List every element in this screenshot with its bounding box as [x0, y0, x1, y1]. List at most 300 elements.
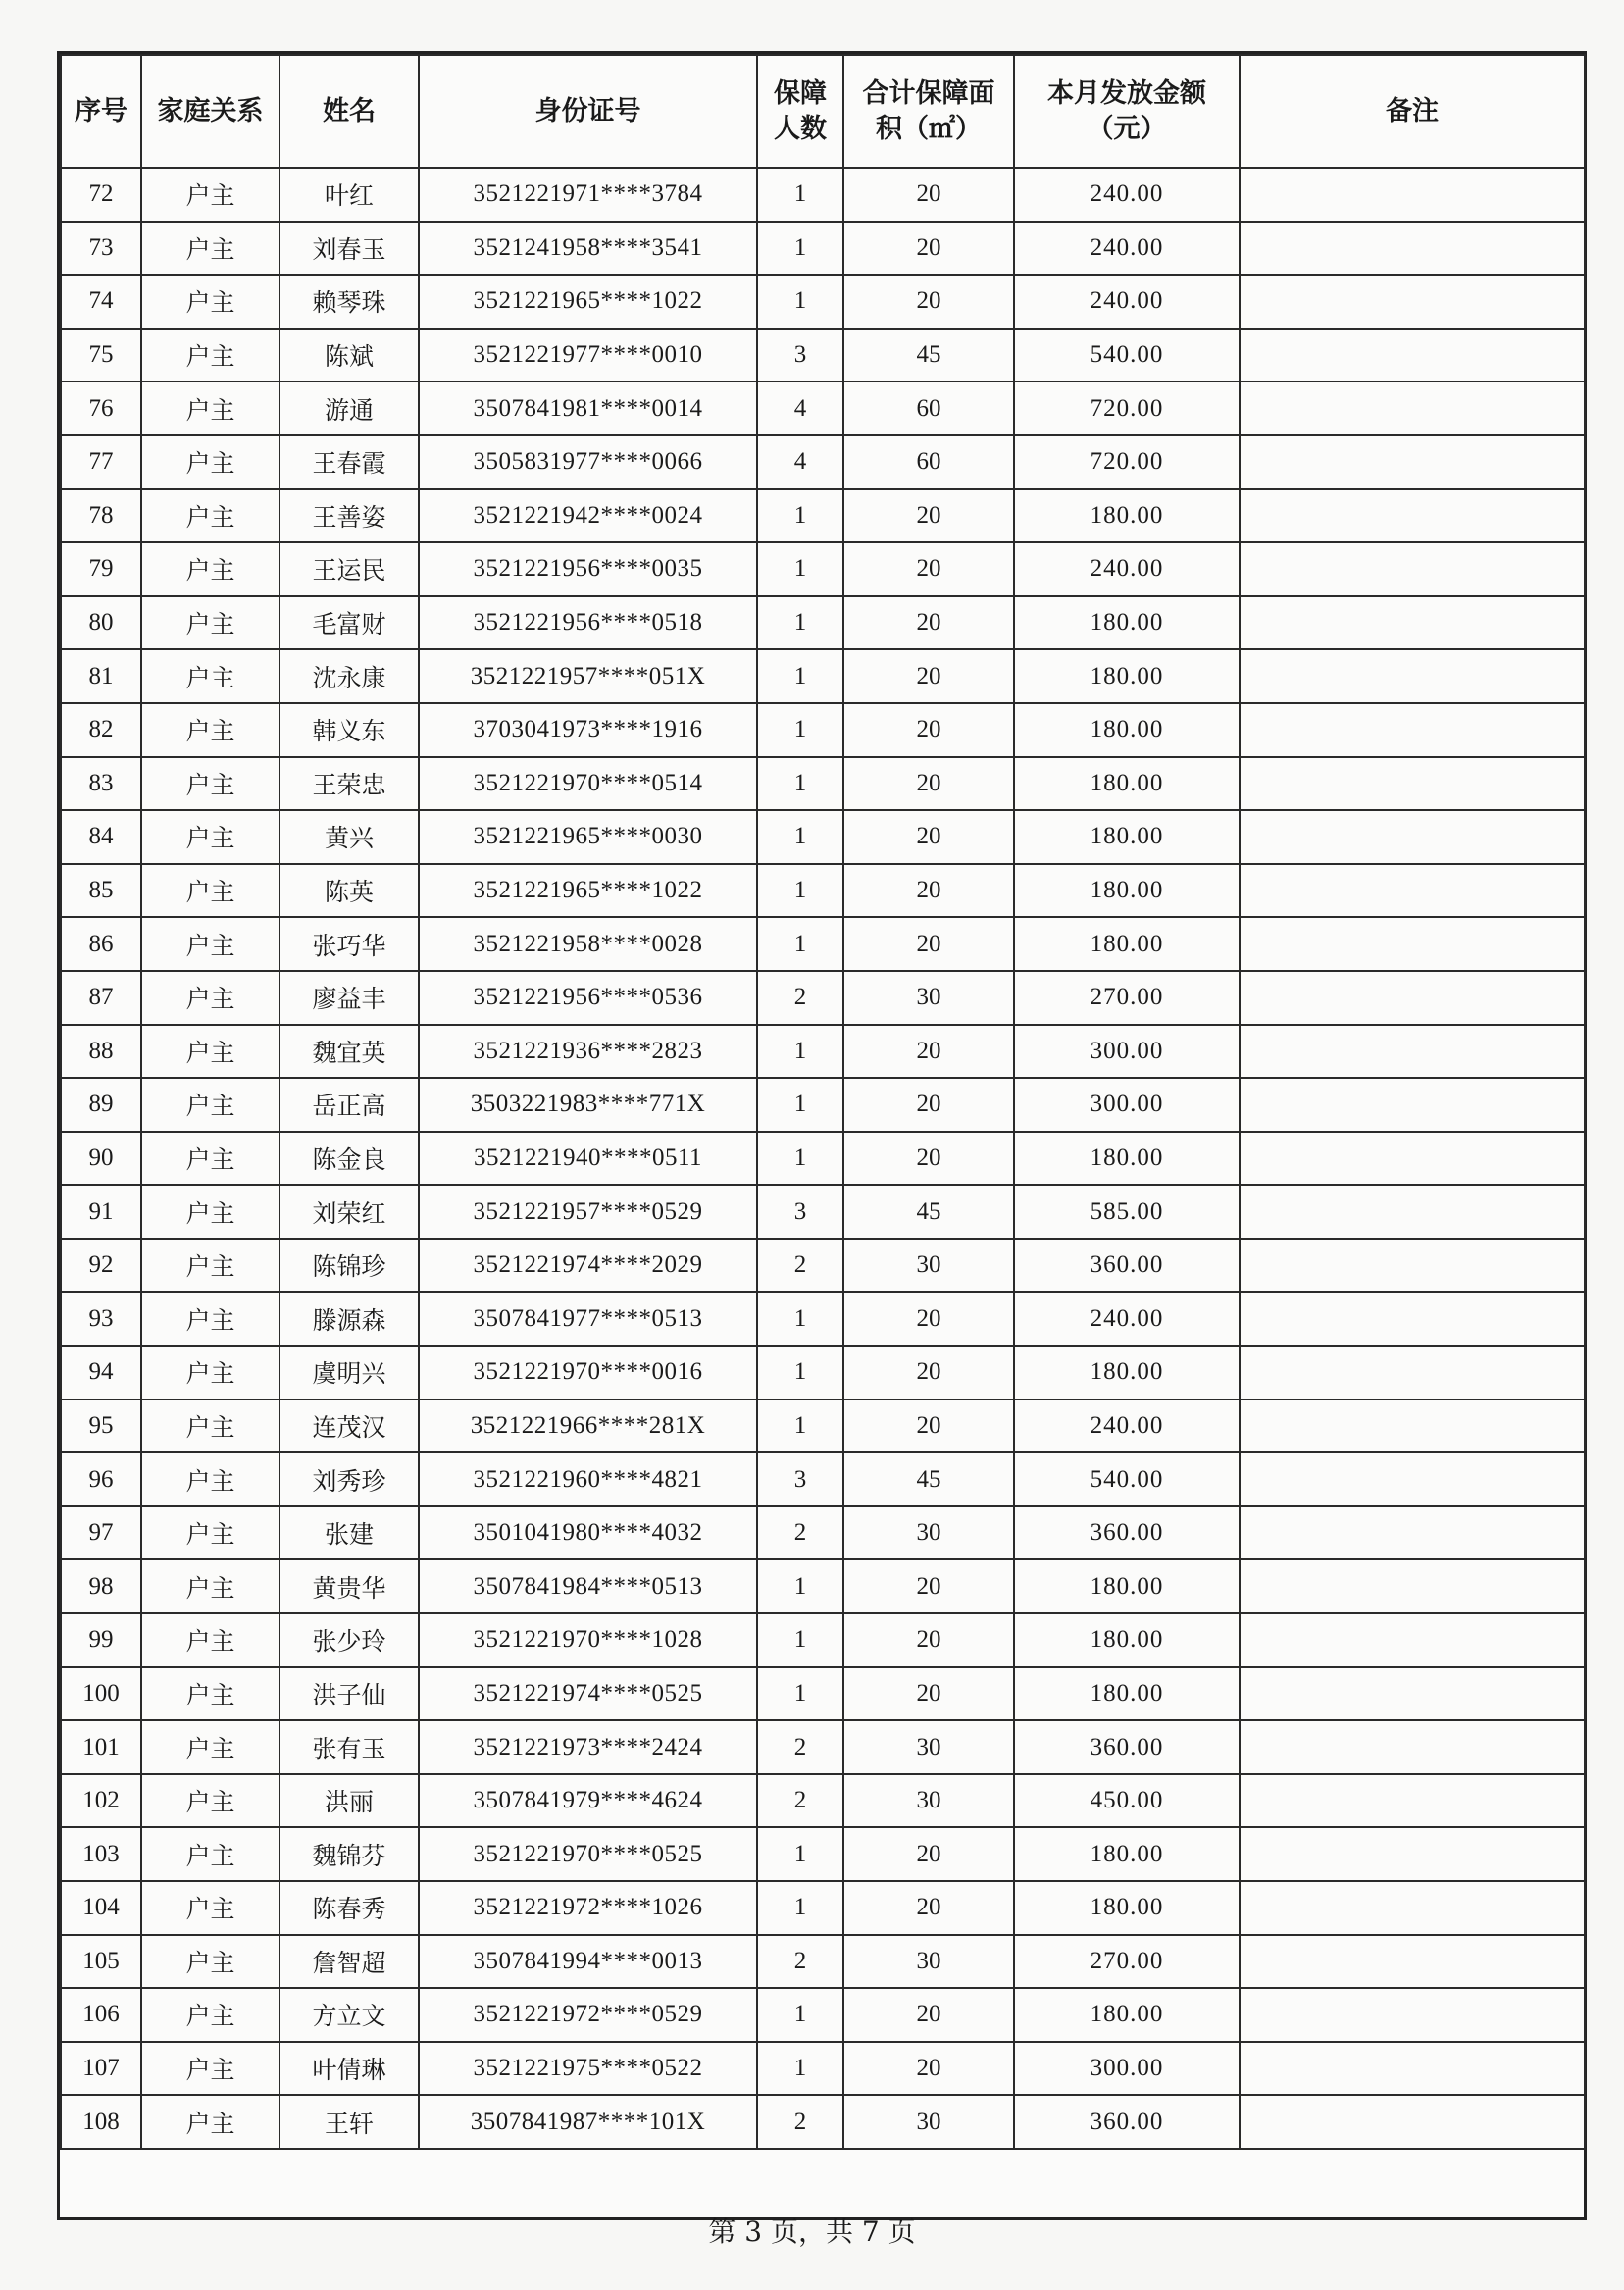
cell-people: 1	[757, 1025, 843, 1079]
cell-amount: 270.00	[1014, 1935, 1240, 1989]
cell-remark	[1240, 810, 1585, 864]
cell-id-number: 3521221970****0016	[419, 1346, 757, 1399]
cell-amount: 180.00	[1014, 1827, 1240, 1881]
cell-id-number: 3521221942****0024	[419, 489, 757, 543]
cell-area: 20	[843, 1881, 1014, 1935]
cell-name: 黄贵华	[279, 1559, 419, 1613]
cell-name: 黄兴	[279, 810, 419, 864]
cell-amount: 360.00	[1014, 1720, 1240, 1774]
cell-people: 1	[757, 1559, 843, 1613]
table-row	[61, 1774, 1585, 1828]
cell-id-number: 3521221965****1022	[419, 864, 757, 918]
cell-name: 廖益丰	[279, 971, 419, 1025]
cell-id-number: 3703041973****1916	[419, 703, 757, 757]
cell-relation: 户主	[141, 2042, 279, 2096]
table-row	[61, 1881, 1585, 1935]
cell-name: 陈春秀	[279, 1881, 419, 1935]
table-row	[61, 1239, 1585, 1293]
cell-name: 沈永康	[279, 649, 419, 703]
cell-relation: 户主	[141, 1720, 279, 1774]
cell-seq: 97	[61, 1506, 141, 1560]
cell-name: 张巧华	[279, 917, 419, 971]
cell-remark	[1240, 435, 1585, 489]
header-amount: 本月发放金额（元）	[1014, 55, 1240, 168]
cell-people: 1	[757, 275, 843, 329]
cell-amount: 240.00	[1014, 275, 1240, 329]
table-row	[61, 1613, 1585, 1667]
cell-id-number: 3507841979****4624	[419, 1774, 757, 1828]
cell-name: 张建	[279, 1506, 419, 1560]
cell-area: 30	[843, 971, 1014, 1025]
cell-amount: 240.00	[1014, 222, 1240, 276]
table-row	[61, 1988, 1585, 2042]
cell-name: 陈金良	[279, 1132, 419, 1186]
cell-people: 1	[757, 757, 843, 811]
cell-id-number: 3521221960****4821	[419, 1452, 757, 1506]
cell-people: 1	[757, 596, 843, 650]
cell-amount: 180.00	[1014, 1881, 1240, 1935]
cell-relation: 户主	[141, 703, 279, 757]
cell-amount: 180.00	[1014, 1613, 1240, 1667]
cell-people: 1	[757, 649, 843, 703]
cell-remark	[1240, 649, 1585, 703]
cell-remark	[1240, 329, 1585, 382]
cell-relation: 户主	[141, 1827, 279, 1881]
cell-remark	[1240, 2095, 1585, 2149]
cell-remark	[1240, 917, 1585, 971]
cell-remark	[1240, 1667, 1585, 1721]
cell-amount: 180.00	[1014, 649, 1240, 703]
cell-remark	[1240, 222, 1585, 276]
cell-relation: 户主	[141, 329, 279, 382]
table-body	[61, 168, 1585, 2149]
cell-amount: 300.00	[1014, 1025, 1240, 1079]
cell-relation: 户主	[141, 864, 279, 918]
cell-remark	[1240, 1506, 1585, 1560]
cell-id-number: 3521221957****051X	[419, 649, 757, 703]
cell-amount: 180.00	[1014, 703, 1240, 757]
cell-id-number: 3521221971****3784	[419, 168, 757, 222]
cell-id-number: 3521221970****1028	[419, 1613, 757, 1667]
table-header	[61, 55, 1585, 168]
cell-name: 王轩	[279, 2095, 419, 2149]
cell-relation: 户主	[141, 1346, 279, 1399]
header-name: 姓名	[279, 55, 419, 168]
cell-amount: 180.00	[1014, 917, 1240, 971]
cell-area: 20	[843, 649, 1014, 703]
cell-seq: 78	[61, 489, 141, 543]
cell-area: 30	[843, 1239, 1014, 1293]
cell-area: 20	[843, 1078, 1014, 1132]
cell-remark	[1240, 864, 1585, 918]
cell-name: 张有玉	[279, 1720, 419, 1774]
cell-area: 45	[843, 329, 1014, 382]
cell-relation: 户主	[141, 1292, 279, 1346]
cell-id-number: 3521221958****0028	[419, 917, 757, 971]
cell-relation: 户主	[141, 971, 279, 1025]
cell-seq: 73	[61, 222, 141, 276]
cell-area: 20	[843, 168, 1014, 222]
cell-name: 叶倩琳	[279, 2042, 419, 2096]
table-row	[61, 275, 1585, 329]
cell-area: 20	[843, 1399, 1014, 1453]
cell-area: 60	[843, 435, 1014, 489]
cell-area: 20	[843, 917, 1014, 971]
cell-seq: 91	[61, 1185, 141, 1239]
cell-seq: 102	[61, 1774, 141, 1828]
cell-amount: 240.00	[1014, 1399, 1240, 1453]
cell-remark	[1240, 1452, 1585, 1506]
cell-area: 20	[843, 489, 1014, 543]
cell-seq: 75	[61, 329, 141, 382]
cell-relation: 户主	[141, 382, 279, 435]
cell-relation: 户主	[141, 1988, 279, 2042]
cell-relation: 户主	[141, 1025, 279, 1079]
cell-name: 滕源森	[279, 1292, 419, 1346]
cell-relation: 户主	[141, 489, 279, 543]
cell-seq: 80	[61, 596, 141, 650]
cell-area: 30	[843, 2095, 1014, 2149]
cell-amount: 180.00	[1014, 1346, 1240, 1399]
cell-relation: 户主	[141, 1452, 279, 1506]
cell-area: 30	[843, 1720, 1014, 1774]
table-row	[61, 2042, 1585, 2096]
cell-id-number: 3521221972****1026	[419, 1881, 757, 1935]
cell-area: 20	[843, 757, 1014, 811]
cell-remark	[1240, 1025, 1585, 1079]
cell-area: 30	[843, 1774, 1014, 1828]
table-row	[61, 1452, 1585, 1506]
cell-seq: 93	[61, 1292, 141, 1346]
table-row	[61, 168, 1585, 222]
cell-relation: 户主	[141, 1881, 279, 1935]
cell-amount: 720.00	[1014, 435, 1240, 489]
cell-people: 2	[757, 2095, 843, 2149]
cell-seq: 104	[61, 1881, 141, 1935]
cell-seq: 81	[61, 649, 141, 703]
cell-people: 4	[757, 382, 843, 435]
cell-amount: 270.00	[1014, 971, 1240, 1025]
cell-seq: 105	[61, 1935, 141, 1989]
cell-people: 1	[757, 1613, 843, 1667]
cell-relation: 户主	[141, 275, 279, 329]
cell-seq: 86	[61, 917, 141, 971]
cell-relation: 户主	[141, 649, 279, 703]
cell-area: 20	[843, 1559, 1014, 1613]
cell-id-number: 3521221973****2424	[419, 1720, 757, 1774]
cell-area: 20	[843, 1292, 1014, 1346]
cell-id-number: 3521221956****0035	[419, 542, 757, 596]
header-id-number: 身份证号	[419, 55, 757, 168]
cell-area: 20	[843, 275, 1014, 329]
cell-people: 2	[757, 971, 843, 1025]
header-people: 保障人数	[757, 55, 843, 168]
cell-name: 陈斌	[279, 329, 419, 382]
cell-seq: 85	[61, 864, 141, 918]
cell-id-number: 3521221970****0525	[419, 1827, 757, 1881]
cell-amount: 180.00	[1014, 864, 1240, 918]
cell-relation: 户主	[141, 435, 279, 489]
cell-remark	[1240, 1399, 1585, 1453]
cell-amount: 300.00	[1014, 2042, 1240, 2096]
cell-remark	[1240, 275, 1585, 329]
cell-name: 魏锦芬	[279, 1827, 419, 1881]
cell-seq: 72	[61, 168, 141, 222]
cell-area: 60	[843, 382, 1014, 435]
cell-people: 1	[757, 1078, 843, 1132]
cell-seq: 99	[61, 1613, 141, 1667]
cell-name: 虞明兴	[279, 1346, 419, 1399]
cell-remark	[1240, 1988, 1585, 2042]
cell-remark	[1240, 1720, 1585, 1774]
cell-people: 4	[757, 435, 843, 489]
table-row	[61, 1827, 1585, 1881]
cell-area: 45	[843, 1185, 1014, 1239]
cell-relation: 户主	[141, 1667, 279, 1721]
cell-amount: 180.00	[1014, 757, 1240, 811]
cell-remark	[1240, 1881, 1585, 1935]
cell-remark	[1240, 1827, 1585, 1881]
cell-area: 20	[843, 1827, 1014, 1881]
cell-name: 刘荣红	[279, 1185, 419, 1239]
cell-name: 王春霞	[279, 435, 419, 489]
table-row	[61, 222, 1585, 276]
cell-people: 2	[757, 1774, 843, 1828]
cell-amount: 180.00	[1014, 596, 1240, 650]
cell-relation: 户主	[141, 1078, 279, 1132]
table-row	[61, 864, 1585, 918]
cell-name: 魏宜英	[279, 1025, 419, 1079]
cell-name: 王善姿	[279, 489, 419, 543]
cell-area: 20	[843, 222, 1014, 276]
cell-name: 陈英	[279, 864, 419, 918]
table-row	[61, 649, 1585, 703]
table-row	[61, 1132, 1585, 1186]
cell-seq: 107	[61, 2042, 141, 2096]
table-row	[61, 2095, 1585, 2149]
cell-id-number: 3507841981****0014	[419, 382, 757, 435]
table-row	[61, 542, 1585, 596]
table-row	[61, 810, 1585, 864]
cell-relation: 户主	[141, 168, 279, 222]
cell-area: 30	[843, 1506, 1014, 1560]
page-number: 第 3 页，共 7 页	[708, 2215, 916, 2248]
cell-id-number: 3521221975****0522	[419, 2042, 757, 2096]
cell-seq: 76	[61, 382, 141, 435]
cell-seq: 88	[61, 1025, 141, 1079]
cell-relation: 户主	[141, 1239, 279, 1293]
cell-name: 陈锦珍	[279, 1239, 419, 1293]
table-row	[61, 917, 1585, 971]
cell-relation: 户主	[141, 917, 279, 971]
cell-remark	[1240, 1132, 1585, 1186]
cell-remark	[1240, 703, 1585, 757]
cell-amount: 360.00	[1014, 1239, 1240, 1293]
header-row	[61, 55, 1585, 168]
header-seq: 序号	[61, 55, 141, 168]
cell-amount: 300.00	[1014, 1078, 1240, 1132]
cell-seq: 77	[61, 435, 141, 489]
cell-area: 20	[843, 1346, 1014, 1399]
cell-id-number: 3521221966****281X	[419, 1399, 757, 1453]
table-row	[61, 703, 1585, 757]
cell-id-number: 3521221965****1022	[419, 275, 757, 329]
cell-people: 2	[757, 1239, 843, 1293]
cell-area: 20	[843, 1132, 1014, 1186]
roster-sheet	[57, 51, 1587, 2220]
table-row	[61, 1025, 1585, 1079]
cell-id-number: 3507841994****0013	[419, 1935, 757, 1989]
cell-area: 20	[843, 1025, 1014, 1079]
cell-id-number: 3521221936****2823	[419, 1025, 757, 1079]
cell-people: 2	[757, 1935, 843, 1989]
table-row	[61, 489, 1585, 543]
cell-remark	[1240, 1078, 1585, 1132]
table-row	[61, 1720, 1585, 1774]
cell-amount: 240.00	[1014, 168, 1240, 222]
cell-name: 游通	[279, 382, 419, 435]
cell-seq: 101	[61, 1720, 141, 1774]
cell-seq: 79	[61, 542, 141, 596]
cell-name: 方立文	[279, 1988, 419, 2042]
cell-remark	[1240, 1346, 1585, 1399]
cell-name: 张少玲	[279, 1613, 419, 1667]
table-row	[61, 1667, 1585, 1721]
cell-people: 1	[757, 1132, 843, 1186]
cell-remark	[1240, 489, 1585, 543]
cell-seq: 74	[61, 275, 141, 329]
cell-seq: 96	[61, 1452, 141, 1506]
cell-remark	[1240, 168, 1585, 222]
cell-relation: 户主	[141, 1506, 279, 1560]
cell-id-number: 3521221940****0511	[419, 1132, 757, 1186]
cell-id-number: 3521221974****2029	[419, 1239, 757, 1293]
cell-id-number: 3521221957****0529	[419, 1185, 757, 1239]
cell-people: 1	[757, 1827, 843, 1881]
cell-people: 1	[757, 1667, 843, 1721]
cell-people: 1	[757, 168, 843, 222]
cell-id-number: 3521221972****0529	[419, 1988, 757, 2042]
cell-id-number: 3507841987****101X	[419, 2095, 757, 2149]
table-row	[61, 1559, 1585, 1613]
cell-amount: 240.00	[1014, 542, 1240, 596]
cell-name: 王荣忠	[279, 757, 419, 811]
cell-seq: 108	[61, 2095, 141, 2149]
cell-relation: 户主	[141, 1132, 279, 1186]
table-row	[61, 1346, 1585, 1399]
table-row	[61, 435, 1585, 489]
cell-seq: 89	[61, 1078, 141, 1132]
table-row	[61, 1935, 1585, 1989]
cell-amount: 180.00	[1014, 1132, 1240, 1186]
cell-name: 岳正高	[279, 1078, 419, 1132]
cell-name: 毛富财	[279, 596, 419, 650]
cell-remark	[1240, 971, 1585, 1025]
cell-people: 1	[757, 917, 843, 971]
cell-people: 3	[757, 1185, 843, 1239]
cell-remark	[1240, 1239, 1585, 1293]
cell-id-number: 3521241958****3541	[419, 222, 757, 276]
cell-remark	[1240, 1185, 1585, 1239]
cell-id-number: 3503221983****771X	[419, 1078, 757, 1132]
table-row	[61, 596, 1585, 650]
cell-seq: 92	[61, 1239, 141, 1293]
cell-area: 20	[843, 1667, 1014, 1721]
cell-name: 韩义东	[279, 703, 419, 757]
cell-people: 3	[757, 1452, 843, 1506]
cell-people: 2	[757, 1720, 843, 1774]
cell-id-number: 3521221956****0536	[419, 971, 757, 1025]
cell-amount: 360.00	[1014, 1506, 1240, 1560]
cell-seq: 82	[61, 703, 141, 757]
cell-name: 刘春玉	[279, 222, 419, 276]
cell-amount: 540.00	[1014, 329, 1240, 382]
cell-people: 1	[757, 703, 843, 757]
cell-area: 20	[843, 1613, 1014, 1667]
cell-remark	[1240, 757, 1585, 811]
cell-people: 3	[757, 329, 843, 382]
cell-name: 洪丽	[279, 1774, 419, 1828]
cell-relation: 户主	[141, 1935, 279, 1989]
cell-remark	[1240, 1292, 1585, 1346]
cell-name: 刘秀珍	[279, 1452, 419, 1506]
table-row	[61, 1185, 1585, 1239]
cell-remark	[1240, 1559, 1585, 1613]
cell-seq: 95	[61, 1399, 141, 1453]
cell-id-number: 3507841984****0513	[419, 1559, 757, 1613]
cell-seq: 98	[61, 1559, 141, 1613]
cell-seq: 106	[61, 1988, 141, 2042]
cell-area: 20	[843, 864, 1014, 918]
cell-amount: 180.00	[1014, 1667, 1240, 1721]
header-area: 合计保障面积（㎡）	[843, 55, 1014, 168]
cell-area: 20	[843, 2042, 1014, 2096]
cell-relation: 户主	[141, 1185, 279, 1239]
cell-people: 1	[757, 1881, 843, 1935]
cell-relation: 户主	[141, 1613, 279, 1667]
cell-remark	[1240, 1774, 1585, 1828]
cell-remark	[1240, 382, 1585, 435]
cell-amount: 180.00	[1014, 1988, 1240, 2042]
cell-people: 2	[757, 1506, 843, 1560]
cell-name: 洪子仙	[279, 1667, 419, 1721]
table-row	[61, 1292, 1585, 1346]
cell-seq: 87	[61, 971, 141, 1025]
table-row	[61, 382, 1585, 435]
cell-amount: 240.00	[1014, 1292, 1240, 1346]
cell-seq: 84	[61, 810, 141, 864]
cell-name: 王运民	[279, 542, 419, 596]
cell-amount: 180.00	[1014, 810, 1240, 864]
cell-id-number: 3507841977****0513	[419, 1292, 757, 1346]
cell-people: 1	[757, 864, 843, 918]
cell-seq: 103	[61, 1827, 141, 1881]
cell-remark	[1240, 1935, 1585, 1989]
cell-area: 20	[843, 810, 1014, 864]
header-remarks: 备注	[1240, 55, 1585, 168]
table-row	[61, 329, 1585, 382]
cell-relation: 户主	[141, 2095, 279, 2149]
cell-people: 1	[757, 489, 843, 543]
table-row	[61, 1399, 1585, 1453]
cell-amount: 585.00	[1014, 1185, 1240, 1239]
cell-relation: 户主	[141, 222, 279, 276]
cell-name: 赖琴珠	[279, 275, 419, 329]
cell-relation: 户主	[141, 810, 279, 864]
table-row	[61, 1078, 1585, 1132]
cell-remark	[1240, 542, 1585, 596]
cell-amount: 540.00	[1014, 1452, 1240, 1506]
